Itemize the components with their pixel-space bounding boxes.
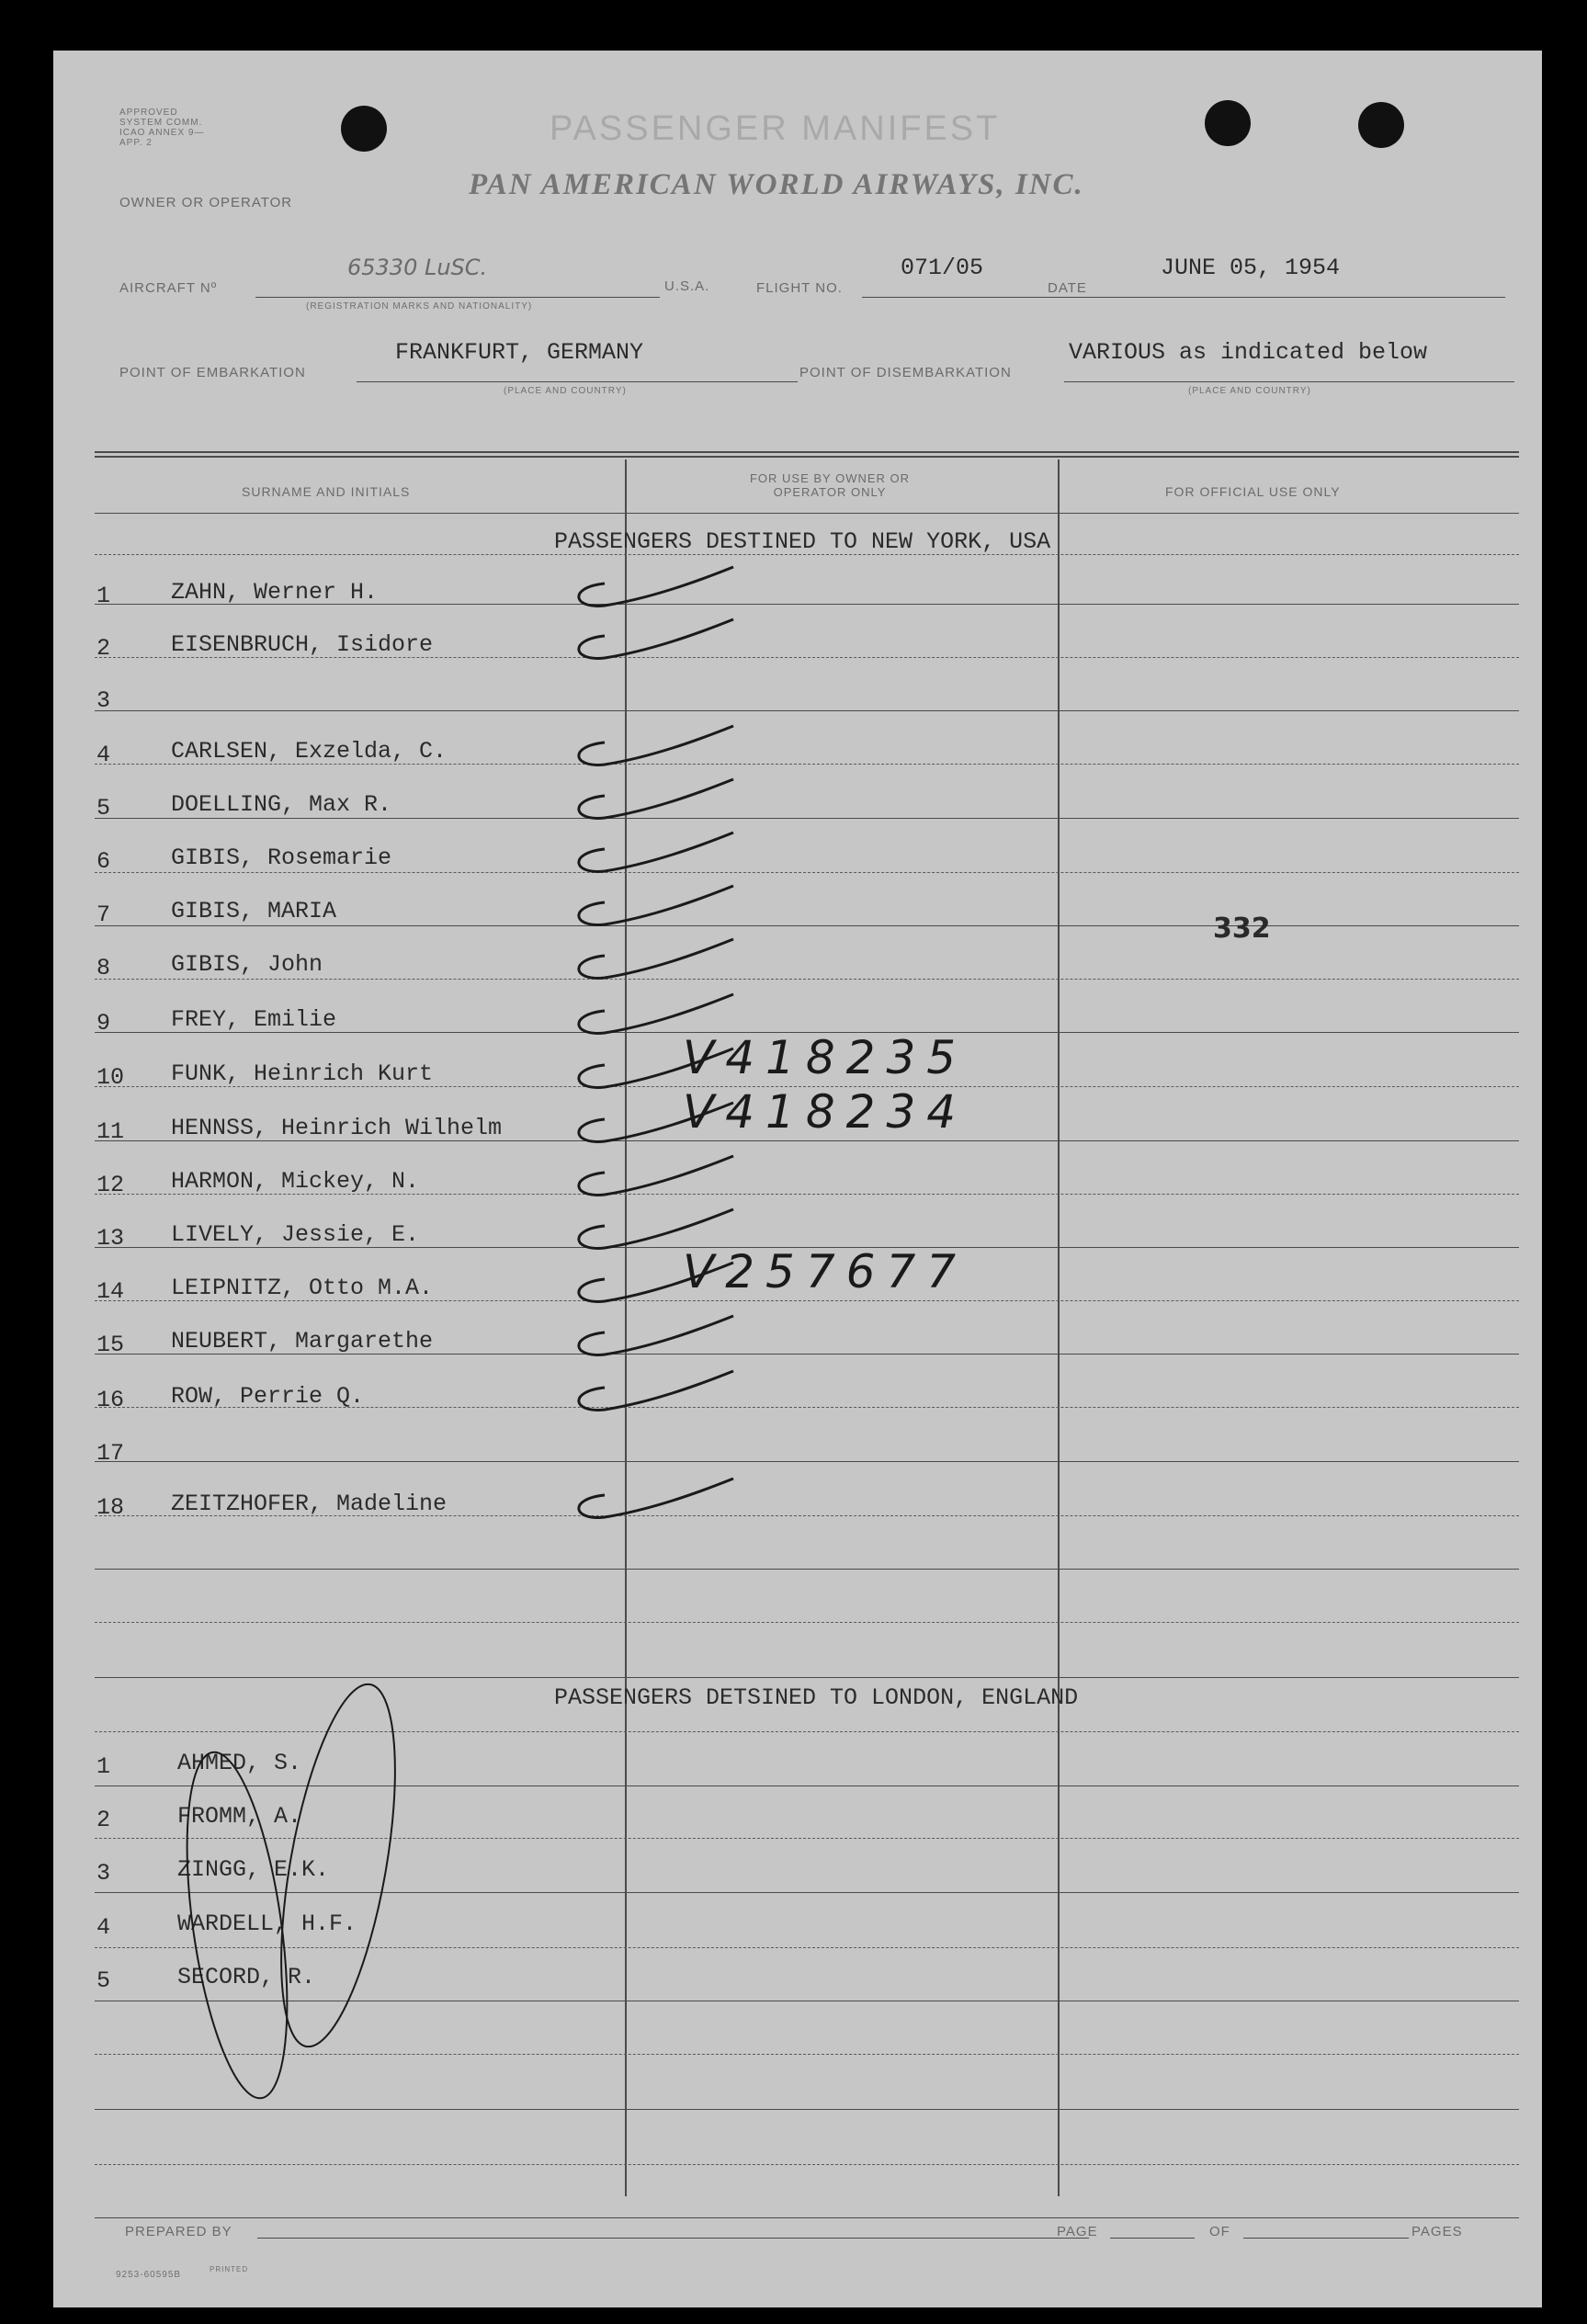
check-mark [579,939,733,978]
passenger-number: 4 [96,1914,111,1941]
passenger-number: 9 [96,1010,111,1037]
hand-drawn-loop [169,1746,305,2104]
page-label: PAGE [1057,2224,1098,2239]
passenger-number: 16 [96,1387,125,1413]
pages-label: PAGES [1411,2224,1463,2239]
passenger-name: FUNK, Heinrich Kurt [171,1060,434,1087]
passenger-name: GIBIS, John [171,951,323,978]
passenger-name: SECORD, R. [177,1964,316,1990]
passenger-name: EISENBRUCH, Isidore [171,631,434,658]
passenger-name: FROMM, A. [177,1803,302,1830]
approval-stamp: APPROVED SYSTEM COMM. ICAO ANNEX 9—APP. 2 [119,108,205,148]
check-mark [579,567,733,606]
passenger-name: FREY, Emilie [171,1006,337,1033]
aircraft-value: 65330 LuSC. [347,255,488,280]
check-mark [579,779,733,818]
passenger-number: 6 [96,848,111,875]
passenger-number: 11 [96,1118,125,1145]
date-label: DATE [1048,280,1087,296]
passenger-number: 5 [96,1967,111,1994]
passenger-name: LIVELY, Jessie, E. [171,1221,420,1248]
prepared-label: PREPARED BY [125,2224,232,2239]
check-mark [579,1316,733,1355]
check-mark [579,1371,733,1410]
visa-number-handwritten: V418235 [683,1031,968,1084]
passenger-number: 4 [96,742,111,768]
check-mark [579,1049,733,1087]
disembark-label: POINT OF DISEMBARKATION [799,365,1012,380]
passenger-number: 1 [96,1753,111,1780]
passenger-name: ZAHN, Werner H. [171,579,379,606]
passenger-name: NEUBERT, Margarethe [171,1328,434,1355]
passenger-name: WARDELL, H.F. [177,1910,357,1937]
check-mark [579,994,733,1033]
of-label: OF [1209,2224,1230,2239]
check-mark [579,619,733,658]
passenger-name: ZINGG, E.K. [177,1856,330,1883]
passenger-number: 15 [96,1332,125,1358]
section-heading-london: PASSENGERS DETSINED TO LONDON, ENGLAND [554,1684,1079,1711]
hand-drawn-loop [259,1676,417,2055]
passenger-number: 3 [96,1860,111,1887]
aircraft-label: AIRCRAFT Nº [119,280,218,296]
col-owner-header: FOR USE BY OWNER OR OPERATOR ONLY [749,471,911,499]
section-heading-new-york: PASSENGERS DESTINED TO NEW YORK, USA [554,528,1051,555]
passenger-name: HARMON, Mickey, N. [171,1168,420,1195]
owner-label: OWNER OR OPERATOR [119,195,293,210]
passenger-number: 14 [96,1278,125,1305]
embark-value: FRANKFURT, GERMANY [395,339,644,366]
passenger-number: 17 [96,1440,125,1467]
passenger-number: 18 [96,1494,125,1521]
check-mark [579,833,733,871]
check-mark [579,1156,733,1195]
flight-value: 071/05 [901,255,984,281]
passenger-name: AHMED, S. [177,1750,302,1776]
passenger-number: 8 [96,955,111,981]
passenger-number: 10 [96,1064,125,1091]
passenger-name: LEIPNITZ, Otto M.A. [171,1275,434,1301]
date-value: JUNE 05, 1954 [1161,255,1341,281]
disembark-caption: (PLACE AND COUNTRY) [1188,386,1311,396]
passenger-name: HENNSS, Heinrich Wilhelm [171,1115,503,1141]
passenger-number: 2 [96,1807,111,1833]
printed-label: PRINTED [210,2265,249,2273]
passenger-name: ROW, Perrie Q. [171,1383,365,1410]
check-mark [579,1479,733,1517]
passenger-name: DOELLING, Max R. [171,791,392,818]
passenger-number: 3 [96,687,111,714]
passenger-number: 7 [96,901,111,928]
col-surname-header: SURNAME AND INITIALS [242,484,411,499]
visa-number-handwritten: V418234 [683,1085,968,1139]
passenger-number: 1 [96,583,111,609]
passenger-name: GIBIS, MARIA [171,898,337,924]
passenger-number: 2 [96,635,111,662]
passenger-number: 13 [96,1225,125,1252]
embark-label: POINT OF EMBARKATION [119,365,306,380]
passenger-number: 5 [96,795,111,822]
official-use-number: 332 [1213,913,1271,945]
manifest-sheet [53,51,1542,2307]
disembark-value: VARIOUS as indicated below [1069,339,1428,366]
usa-label: U.S.A. [664,278,710,294]
embark-caption: (PLACE AND COUNTRY) [504,386,627,396]
check-mark [579,886,733,924]
passenger-name: GIBIS, Rosemarie [171,845,392,871]
passenger-number: 12 [96,1172,125,1198]
airline-name: PAN AMERICAN WORLD AIRWAYS, INC. [469,168,1084,201]
check-mark [579,726,733,765]
passenger-name: ZEITZHOFER, Madeline [171,1491,448,1517]
col-official-header: FOR OFFICIAL USE ONLY [1165,484,1341,499]
form-title: PASSENGER MANIFEST [550,109,1001,148]
form-number: 9253-60595B [116,2270,182,2280]
handwritten-marks [53,51,1542,2307]
flight-label: FLIGHT NO. [756,280,843,296]
visa-number-handwritten: V257677 [683,1245,968,1298]
registration-caption: (REGISTRATION MARKS AND NATIONALITY) [306,301,533,312]
check-mark [579,1263,733,1301]
check-mark [579,1209,733,1248]
check-mark [579,1103,733,1141]
passenger-name: CARLSEN, Exzelda, C. [171,738,448,765]
